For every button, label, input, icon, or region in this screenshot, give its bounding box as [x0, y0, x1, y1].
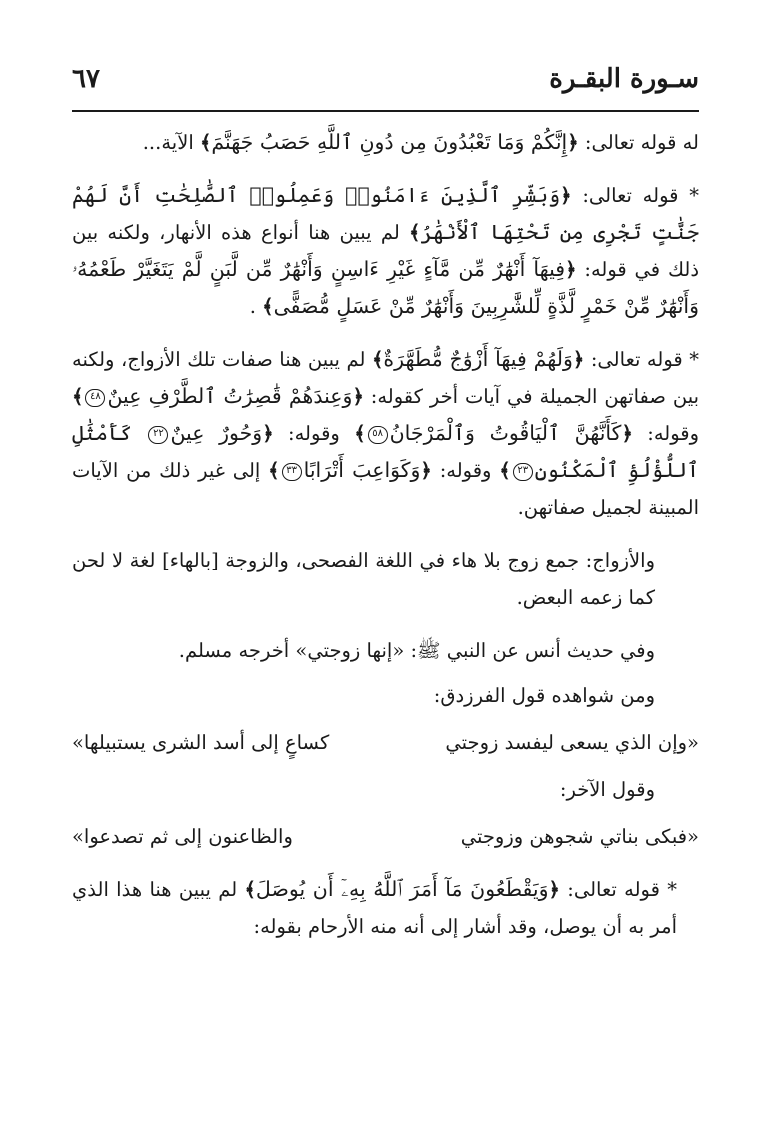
paragraph-tail: الآية...	[142, 131, 194, 154]
page-number: ٦٧	[72, 64, 100, 94]
verse-second-hemistich: كساعٍ إلى أسد الشرى يستبيلها»	[72, 731, 330, 754]
paragraph-lead: * قوله تعالى:	[567, 878, 677, 901]
quran-quote: وَيَقْطَعُونَ مَآ أَمَرَ ٱللَّهُ بِهِۦٓ أَن يُوصَلَ	[255, 877, 549, 901]
quran-quote: فِيهَآ أَنْهَٰرٌ مِّن مَّآءٍ غَيْرِ ءَاسِنٍ وَأَنْهَٰرٌ مِّن لَّبَنٍ لَّمْ يَتَغَيَّرْ طَعْمُهُۥ وَأَنْهَٰرٌ مِّنْ خَمْرٍ لَّذَّةٍ لِّلشَّٰرِبِينَ وَأَنْهَٰرٌ مِّنْ عَسَلٍ مُّصَفًّى	[72, 257, 699, 318]
poetry-verse-2	[72, 818, 699, 855]
paragraph-lead: له قوله تعالى:	[584, 131, 699, 154]
paragraph-5: وفي حديث أنس عن النبي ﷺ: «إنها زوجتي» أخرجه مسلم.	[178, 639, 655, 662]
page-body	[72, 124, 699, 945]
paragraph-2: * قوله تعالى: ﴿وَبَشِّرِ ٱلَّذِينَ ءَامَنُوا۟ وَعَمِلُوا۟ ٱلصَّٰلِحَٰتِ أَنَّ لَهُمْ جَنَّٰتٍ تَجْرِى مِن تَحْتِهَا ٱلْأَنْهَٰرُ﴾ لم يبين هنا أنواع هذه الأنهار، ولكنه بين ذلك في قوله: ﴿فِيهَآ أَنْهَٰرٌ مِّن مَّآءٍ غَيْرِ ءَاسِنٍ وَأَنْهَٰرٌ مِّن لَّبَنٍ لَّمْ يَتَغَيَّرْ طَعْمُهُۥ وَأَنْهَٰرٌ مِّنْ خَمْرٍ لَّذَّةٍ لِّلشَّٰرِبِينَ وَأَنْهَٰرٌ مِّنْ عَسَلٍ مُّصَفًّى﴾ .	[72, 183, 699, 318]
ayah-number: ٣٣	[282, 463, 302, 481]
verse-first-hemistich: «فبكى بناتي شجوهن وزوجتي	[460, 825, 699, 848]
paragraph-text: لم يبين هنا أنواع هذه الأنهار، ولكنه بين ذلك في قوله:	[72, 221, 699, 281]
paragraph-end: إلى غير ذلك من الآيات المبينة لجميل صفاتهن.	[72, 459, 699, 519]
paragraph-end: .	[249, 295, 256, 318]
paragraph-1: له قوله تعالى: ﴿إِنَّكُمْ وَمَا تَعْبُدُونَ مِن دُونِ ٱللَّهِ حَصَبُ جَهَنَّمَ﴾ الآية...	[142, 130, 699, 154]
paragraph-8: * قوله تعالى: ﴿وَيَقْطَعُونَ مَآ أَمَرَ ٱللَّهُ بِهِۦٓ أَن يُوصَلَ﴾ لم يبين هنا هذا الذي أمر به أن يوصل، وقد أشار إلى أنه منه الأرحام بقوله:	[72, 877, 677, 938]
poetry-verse-1	[72, 724, 699, 761]
paragraph-lead: * قوله تعالى:	[582, 184, 699, 207]
ayah-number: ٢٣	[513, 463, 533, 481]
quran-quote: وَلَهُمْ فِيهَآ أَزْوَٰجٌ مُّطَهَّرَةٌ	[383, 347, 573, 371]
quran-quote: وَحُورٌ عِينٌ	[170, 421, 263, 445]
paragraph-6: ومن شواهده قول الفرزدق:	[433, 684, 655, 707]
ayah-number: ٥٨	[368, 426, 388, 444]
paragraph-text: وقوله:	[439, 459, 492, 482]
ayah-number: ٤٨	[85, 389, 105, 407]
verse-second-hemistich: والظاعنون إلى ثم تصدعوا»	[72, 825, 293, 848]
quran-quote: وَكَوَاعِبَ أَتْرَابًا	[303, 458, 421, 482]
paragraph-text: لم يبين هنا صفات تلك الأزواج، ولكنه بين صفاتهن الجميلة في آيات أخر كقوله:	[72, 348, 700, 408]
quran-quote: إِنَّكُمْ وَمَا تَعْبُدُونَ مِن دُونِ ٱللَّهِ حَصَبُ جَهَنَّمَ	[211, 130, 568, 154]
paragraph-text: وقوله:	[647, 422, 700, 445]
page-header	[72, 60, 699, 106]
quran-quote: وَبَشِّرِ ٱلَّذِينَ ءَامَنُوا۟ وَعَمِلُوا۟ ٱلصَّٰلِحَٰتِ أَنَّ لَهُمْ جَنَّٰتٍ تَجْرِى مِن تَحْتِهَا ٱلْأَنْهَٰرُ	[72, 183, 699, 244]
header-rule	[72, 110, 699, 112]
paragraph-7: وقول الآخر:	[559, 778, 655, 801]
ayah-number: ٢٢	[148, 426, 168, 444]
paragraph-3: * قوله تعالى: ﴿وَلَهُمْ فِيهَآ أَزْوَٰجٌ مُّطَهَّرَةٌ﴾ لم يبين هنا صفات تلك الأزواج، ولكنه بين صفاتهن الجميلة في آيات أخر كقوله: ﴿وَعِندَهُمْ قَٰصِرَٰتُ ٱلطَّرْفِ عِينٌ٤٨﴾ وقوله: ﴿كَأَنَّهُنَّ ٱلْيَاقُوتُ وَٱلْمَرْجَانُ٥٨﴾ وقوله: ﴿وَحُورٌ عِينٌ٢٢ كَأَمْثَٰلِ ٱللُّؤْلُؤِ ٱلْمَكْنُونِ٢٣﴾ وقوله: ﴿وَكَوَاعِبَ أَتْرَابًا٣٣﴾ إلى غير ذلك من الآيات المبينة لجميل صفاتهن.	[72, 347, 700, 519]
paragraph-tail: لم يبين هنا هذا الذي أمر به أن يوصل، وقد أشار إلى أنه منه الأرحام بقوله:	[72, 878, 677, 938]
verse-first-hemistich: «وإن الذي يسعى ليفسد زوجتي	[445, 731, 699, 754]
quran-quote: كَأَنَّهُنَّ ٱلْيَاقُوتُ وَٱلْمَرْجَانُ	[389, 421, 622, 445]
quran-quote: كَأَمْثَٰلِ ٱللُّؤْلُؤِ ٱلْمَكْنُونِ	[72, 421, 700, 482]
surah-title: سـورة البقـرة	[549, 64, 699, 94]
paragraph-4: والأزواج: جمع زوج بلا هاء في اللغة الفصحى، والزوجة [بالهاء] لغة لا لحن كما زعمه البعض.	[72, 549, 655, 609]
paragraph-lead: * قوله تعالى:	[590, 348, 699, 371]
quran-quote: وَعِندَهُمْ قَٰصِرَٰتُ ٱلطَّرْفِ عِينٌ	[107, 384, 353, 408]
paragraph-text: وقوله:	[288, 422, 340, 445]
